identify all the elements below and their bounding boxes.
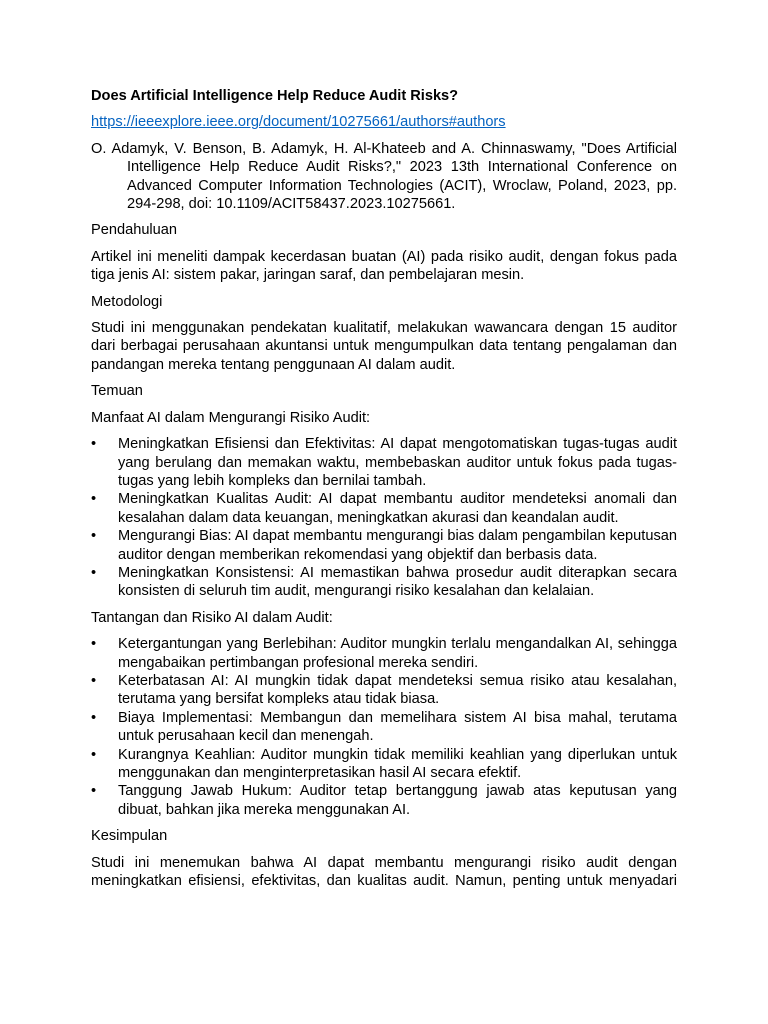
bullet-icon: • xyxy=(91,528,97,545)
list-item-text: Keterbatasan AI: AI mungkin tidak dapat mendeteksi semua risiko atau kesalahan, terutama yang bersifat kompleks atau tidak biasa. xyxy=(118,672,677,708)
section-heading-intro: Pendahuluan xyxy=(91,222,178,239)
list-item-text: Meningkatkan Efisiensi dan Efektivitas: AI dapat mengotomatiskan tugas-tugas audit yang berulang dan memakan waktu, membebaskan auditor untuk fokus pada tugas-tugas yang lebih kompleks dan bernilai tambah. xyxy=(118,436,677,489)
intro-paragraph: Artikel ini meneliti dampak kecerdasan buatan (AI) pada risiko audit, dengan fokus pada tiga jenis AI: sistem pakar, jaringan saraf, dan pembelajaran mesin. xyxy=(91,248,677,284)
list-item xyxy=(91,782,677,819)
list-item-text: Tanggung Jawab Hukum: Auditor tetap bertanggung jawab atas keputusan yang dibuat, bahkan jika mereka menggunakan AI. xyxy=(118,783,677,818)
list-item-text: Meningkatkan Kualitas Audit: AI dapat membantu auditor mendeteksi anomali dan kesalahan dalam data keuangan, meningkatkan akurasi dan keandalan audit. xyxy=(118,491,677,526)
list-item xyxy=(91,635,677,672)
bullet-icon: • xyxy=(91,783,97,800)
conclusion-paragraph: Studi ini menemukan bahwa AI dapat membantu mengurangi risiko audit dengan meningkatkan efisiensi, efektivitas, dan kualitas audit. Namun, penting untuk menyadari xyxy=(91,854,677,890)
list-item xyxy=(91,527,677,564)
benefits-list xyxy=(91,435,677,601)
list-item xyxy=(91,709,677,746)
section-heading-findings: Temuan xyxy=(91,383,143,400)
list-item-text: Ketergantungan yang Berlebihan: Auditor mungkin terlalu mengandalkan AI, sehingga mengabaikan pertimbangan profesional mereka sendiri. xyxy=(118,636,677,671)
list-item xyxy=(91,564,677,601)
list-item-text: Kurangnya Keahlian: Auditor mungkin tidak memiliki keahlian yang diperlukan untuk menggunakan dan menginterpretasikan hasil AI secara efektif. xyxy=(118,746,677,781)
bullet-icon: • xyxy=(91,746,97,763)
bullet-icon: • xyxy=(91,491,97,508)
source-link[interactable]: https://ieeexplore.ieee.org/document/10275661/authors#authors xyxy=(91,114,506,131)
risks-list xyxy=(91,635,677,819)
list-item-text: Mengurangi Bias: AI dapat membantu mengurangi bias dalam pengambilan keputusan auditor dengan memberikan rekomendasi yang objektif dan berbasis data. xyxy=(118,528,677,563)
list-item-text: Meningkatkan Konsistensi: AI memastikan bahwa prosedur audit diterapkan secara konsisten di seluruh tim audit, mengurangi risiko kesalahan dan kelalaian. xyxy=(118,564,677,600)
document-page xyxy=(91,87,677,898)
document-title: Does Artificial Intelligence Help Reduce Audit Risks? xyxy=(91,88,459,104)
list-item-text: Biaya Implementasi: Membangun dan memelihara sistem AI bisa mahal, terutama untuk perusahaan kecil dan menengah. xyxy=(118,709,677,745)
section-heading-conclusion: Kesimpulan xyxy=(91,828,168,845)
method-paragraph: Studi ini menggunakan pendekatan kualitatif, melakukan wawancara dengan 15 auditor dari berbagai perusahaan akuntansi untuk mengumpulkan data tentang pengalaman dan pandangan mereka tentang penggunaan AI dalam audit. xyxy=(91,320,677,373)
bullet-icon: • xyxy=(91,672,97,689)
bullet-icon: • xyxy=(91,709,97,726)
list-item xyxy=(91,746,677,783)
bullet-icon: • xyxy=(91,636,97,653)
bullet-icon: • xyxy=(91,564,97,581)
list-item xyxy=(91,490,677,527)
benefits-heading: Manfaat AI dalam Mengurangi Risiko Audit: xyxy=(91,409,371,426)
citation: O. Adamyk, V. Benson, B. Adamyk, H. Al-Khateeb and A. Chinnaswamy, "Does Artificial Intelligence Help Reduce Audit Risks?," 2023 13th International Conference on Advanced Computer Information Technologies (ACIT), Wroclaw, Poland, 2023, pp. 294-298, doi: 10.1109/ACIT58437.2023.10275661. xyxy=(91,140,677,213)
list-item xyxy=(91,435,677,490)
list-item xyxy=(91,672,677,709)
risks-heading: Tantangan dan Risiko AI dalam Audit: xyxy=(91,609,333,626)
bullet-icon: • xyxy=(91,436,97,453)
section-heading-method: Metodologi xyxy=(91,293,163,310)
